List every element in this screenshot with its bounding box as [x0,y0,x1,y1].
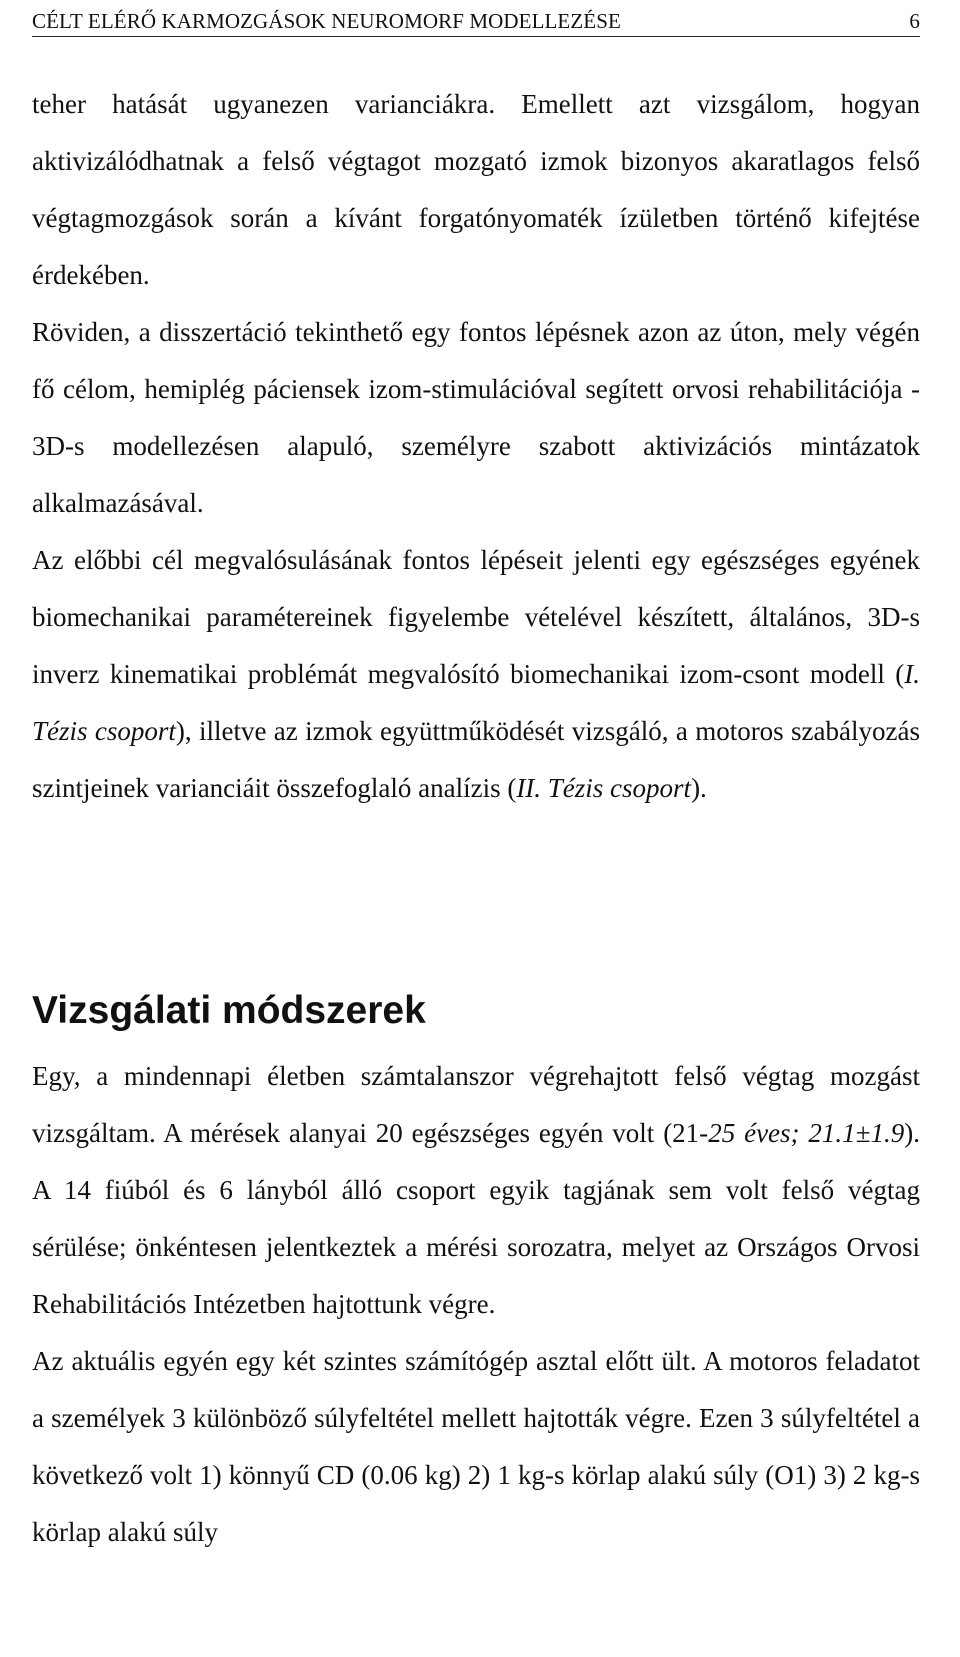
intro-p3-text-c: ). [691,773,707,803]
intro-paragraph-2: Röviden, a disszertáció tekinthető egy fontos lépésnek azon az úton, mely végén fő célom, hemiplég páciensek izom-stimulációval segített orvosi rehabilitációja - 3D-s modellezésen alapuló, személyre szabott aktivizációs mintázatok alkalmazásával. [32,317,920,518]
age-range-italic: 25 éves; 21.1 [708,1118,856,1148]
page-number: 6 [909,9,920,33]
methods-p1-text-b: ). A 14 fiúból és 6 lányból álló csoport egyik tagjának sem volt felső végtag sérülése; önkéntesen jelentkeztek a mérési sorozatra, melyet az Országos Orvosi Rehabilitációs Intézetben hajtottunk végre. [32,1118,921,1319]
age-sd-italic: 1.9 [870,1118,905,1148]
intro-p3-text-b: ), illetve az izmok együttműködését vizsgáló, a motoros szabályozás szintjeinek varianciáit összefoglaló analízis ( [32,716,920,803]
methods-p1-text-a: Egy, a mindennapi életben számtalanszor végrehajtott felső végtag mozgást vizsgáltam. A mérések alanyai 20 egészséges egyén volt (21- [32,1061,920,1148]
plus-minus-sign: ± [855,1118,871,1148]
running-header-title: CÉLT ELÉRŐ KARMOZGÁSOK NEUROMORF MODELLEZÉSE [32,9,621,33]
running-header [32,6,920,37]
thesis-group-1-ref: I. Tézis csoport [32,659,920,746]
methods-paragraph-1 [32,1048,920,1333]
methods-paragraph-2: Az aktuális egyén egy két szintes számítógép asztal előtt ült. A motoros feladatot a személyek 3 különböző súlyfeltétel mellett hajtották végre. Ezen 3 súlyfeltétel a következő volt 1) könnyű CD (0.06 kg) 2) 1 kg-s körlap alakú súly (O1) 3) 2 kg-s körlap alakú súly [32,1346,920,1547]
methods-section [32,1048,920,1561]
intro-p3-text-a: Az előbbi cél megvalósulásának fontos lépéseit jelenti egy egészséges egyének biomechanikai paramétereinek figyelembe vételével készített, általános, 3D-s inverz kinematikai problémát megvalósító biomechanikai izom-csont modell ( [32,545,920,689]
thesis-group-2-ref: II. Tézis csoport [516,773,692,803]
intro-paragraph-1: teher hatását ugyanezen varianciákra. Emellett azt vizsgálom, hogyan aktivizálódhatnak a felső végtagot mozgató izmok bizonyos akaratlagos felső végtagmozgások során a kívánt forgatónyomaték ízületben történő kifejtése érdekében. [32,89,920,290]
section-heading-methods: Vizsgálati módszerek [32,989,426,1032]
intro-section [32,76,920,817]
intro-paragraph-3 [32,532,920,817]
